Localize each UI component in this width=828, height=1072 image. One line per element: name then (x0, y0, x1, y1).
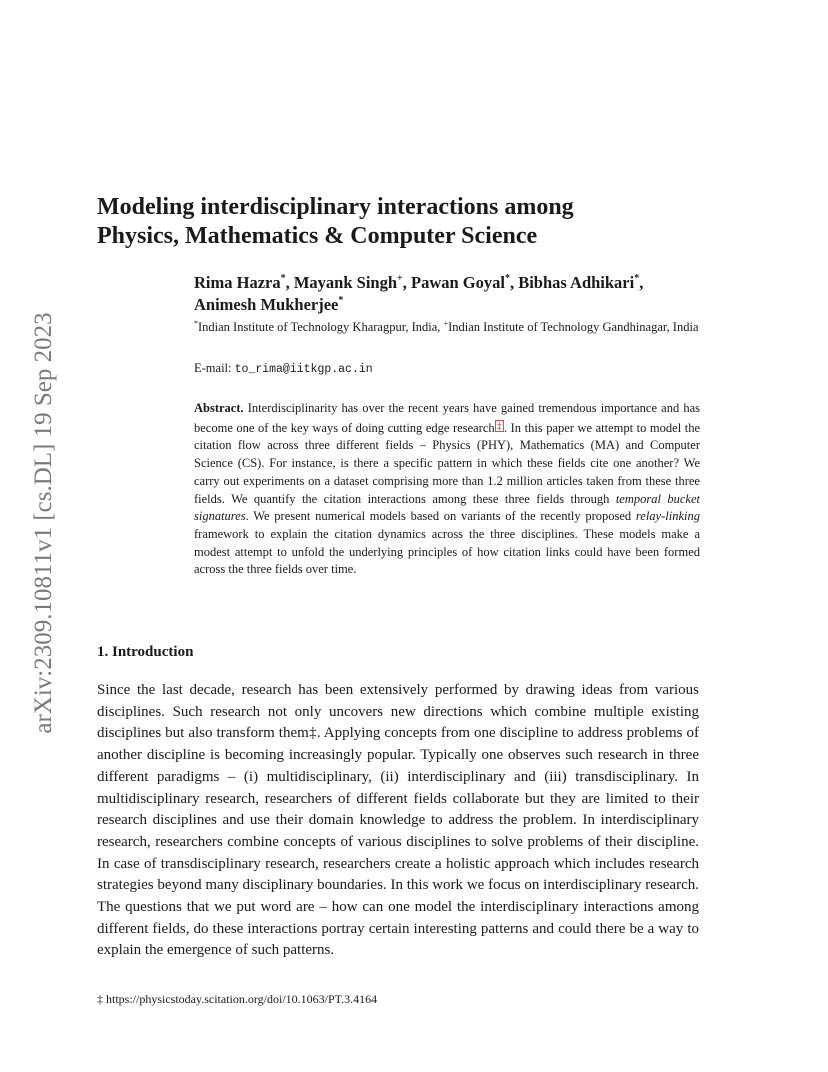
abstract-text: Interdisciplinarity has over the recent years have gained tremendous importance and has become one of the key ways of doing cutting edge research (194, 401, 700, 435)
affiliation: Indian Institute of Technology Gandhinagar, India (448, 320, 699, 334)
affiliation-mark: + (443, 319, 449, 328)
abstract-label: Abstract. (194, 401, 244, 415)
affiliations (194, 319, 714, 336)
author-separator: , (509, 273, 519, 292)
contact-email (194, 361, 373, 376)
author-mark: * (504, 273, 510, 284)
author-separator: , (285, 273, 294, 292)
footnote-link[interactable]: ‡ (496, 420, 502, 431)
arxiv-identifier: arXiv:2309.10811v1 [cs.DL] 19 Sep 2023 (30, 312, 57, 734)
introduction-paragraph (97, 680, 699, 962)
author: Rima Hazra (194, 273, 281, 292)
author: Animesh Mukherjee (194, 295, 339, 314)
abstract-emphasis: temporal bucket signatures (194, 491, 700, 524)
body-text: Since the last decade, research has been extensively performed by drawing ideas from various disciplines. Such research not only uncovers new directions which combine multiple existing disciplines but also transform them (97, 682, 699, 742)
affiliation: Indian Institute of Technology Kharagpur, India, (198, 320, 444, 334)
body-text: . Applying concepts from one discipline to address problems of another discipline is becoming increasingly popular. Typically one observes such research in three different paradigms – (i) multidisciplinary, (ii) interdisciplinary and (iii) transdisciplinary. In multidisciplinary research, researchers of different fields collaborate but they are limited to their research disciplines and use their domain knowledge to address the problem. In interdisciplinary research, researchers combine concepts of various disciplines to solve problems of their discipline. In case of transdisciplinary research, researchers create a holistic approach which includes research strategies beyond many disciplinary boundaries. In this work we focus on interdisciplinary research. The questions that we put word are – how can one model the interdisciplinary interactions among different fields, do these interactions portray certain interesting patterns and could there be a way to explain the emergence of such patterns. (97, 725, 699, 959)
title-line-2: Physics, Mathematics & Computer Science (97, 223, 538, 249)
author-separator: , (402, 273, 411, 292)
abstract-text: . In this paper we attempt to model the citation flow across three different fields – Physics (PHY), Mathematics (MA) and Computer Science (CS). For instance, is there a specific pattern in which these fields cite one another? We carry out experiments on a dataset comprising more than 1.2 million articles taken from these three fields. We quantify the citation interactions among these three fields through (194, 420, 700, 506)
abstract-text: . We present numerical models based on variants of the recently proposed (245, 509, 636, 524)
author: Mayank Singh (293, 273, 398, 292)
section-heading: 1. Introduction (97, 644, 194, 660)
abstract (194, 400, 700, 579)
paper-title (97, 193, 737, 251)
footnote-url[interactable]: https://physicstoday.scitation.org/doi/10.1063/PT.3.4164 (106, 992, 378, 1006)
author-mark: * (634, 273, 640, 284)
author: Bibhas Adhikari (518, 273, 635, 292)
author-list (194, 272, 644, 316)
email-label: E-mail: (194, 361, 235, 375)
abstract-text: framework to explain the citation dynamics across the three disciplines. These models make a modest attempt to unfold the underlying principles of how citation links could have been formed across the three fields over time. (194, 526, 700, 577)
affiliation-mark: * (194, 319, 198, 328)
title-line-1: Modeling interdisciplinary interactions among (97, 194, 574, 220)
author-mark: * (280, 273, 286, 284)
author-mark: + (397, 273, 403, 284)
author: Pawan Goyal (410, 273, 505, 292)
abstract-emphasis: relay-linking (635, 509, 700, 524)
email-address[interactable]: to_rima@iitkgp.ac.in (234, 363, 373, 376)
author-separator: , (639, 273, 644, 292)
footnote-mark: ‡ (97, 992, 103, 1006)
footnote (97, 992, 377, 1007)
footnote-mark: ‡ (308, 725, 317, 742)
author-mark: * (338, 295, 344, 306)
